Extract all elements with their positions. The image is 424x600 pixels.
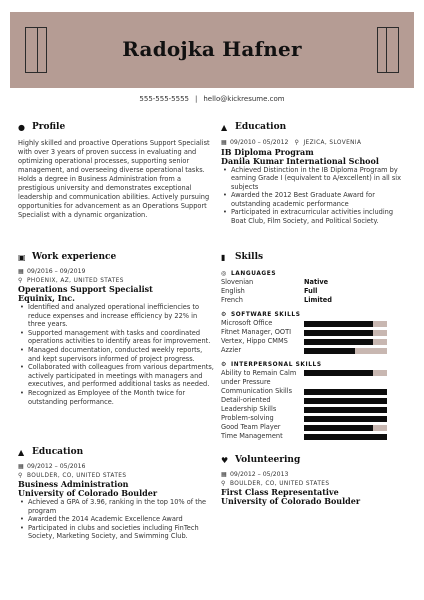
skill-level-fill bbox=[304, 330, 373, 336]
skill-level-fill bbox=[304, 416, 387, 422]
skills-section bbox=[221, 251, 407, 441]
interpersonal-skill-row bbox=[221, 387, 407, 396]
work-dates-text: 09/2016 – 09/2019 bbox=[27, 268, 86, 275]
volunteering-role: First Class Representative bbox=[221, 487, 339, 497]
work-title: Work experience bbox=[32, 252, 117, 262]
map-pin-icon: ⚲ bbox=[18, 471, 23, 479]
skill-level-bar bbox=[304, 434, 387, 440]
skill-level-fill bbox=[304, 389, 387, 395]
interpersonal-title: INTERPERSONAL SKILLS bbox=[231, 361, 322, 368]
interpersonal-skill-name: Leadership Skills bbox=[221, 405, 277, 413]
contact-line bbox=[0, 95, 424, 103]
candidate-name: Radojka Hafner bbox=[122, 37, 302, 61]
education-right-dates-text: 09/2010 – 05/2012 bbox=[230, 139, 289, 146]
interpersonal-skill-row bbox=[221, 369, 407, 387]
education-right-program: IB Diploma Program bbox=[221, 146, 314, 157]
education-right-item bbox=[221, 139, 407, 226]
profile-heading bbox=[18, 121, 214, 133]
work-location-text: PHOENIX, AZ, UNITED STATES bbox=[27, 277, 124, 284]
skill-level-fill bbox=[304, 398, 387, 404]
header-banner bbox=[10, 12, 414, 88]
languages-title: LANGUAGES bbox=[231, 270, 277, 277]
skill-level-bar bbox=[304, 348, 387, 354]
interpersonal-skill-row bbox=[221, 432, 407, 441]
heart-icon: ♥ bbox=[221, 455, 229, 465]
profile-section bbox=[18, 121, 214, 220]
work-dates bbox=[18, 268, 214, 277]
work-bullet: • Managed documentation, conducted weekly reports, and kept supervisors informed of project progress. bbox=[18, 346, 214, 363]
briefcase-icon: ▣ bbox=[18, 252, 26, 262]
calendar-icon: ▦ bbox=[221, 139, 227, 146]
education-left-bullet: • Participated in clubs and societies including FinTech Society, Marketing Society, and Swimming Club. bbox=[18, 524, 214, 541]
software-skill-name: Azzier bbox=[221, 346, 242, 354]
education-right-section bbox=[221, 121, 407, 226]
education-left-bullet: • Achieved a GPA of 3.96, ranking in the top 10% of the program bbox=[18, 498, 214, 515]
interpersonal-skill-name: Detail-oriented bbox=[221, 396, 271, 404]
work-bullet: • Supported management with tasks and coordinated operations activities to identify areas for improvement. bbox=[18, 329, 214, 346]
interpersonal-skill-name: Ability to Remain Calm under Pressure bbox=[221, 369, 297, 386]
education-left-school: University of Colorado Boulder bbox=[18, 488, 158, 498]
education-left-degree: Business Administration bbox=[18, 479, 129, 489]
software-title: SOFTWARE SKILLS bbox=[231, 311, 301, 318]
education-left-item bbox=[18, 463, 214, 541]
skill-level-bar bbox=[304, 407, 387, 413]
map-pin-icon: ⚲ bbox=[221, 479, 226, 487]
education-left-dates-text: 09/2012 – 05/2016 bbox=[27, 463, 86, 470]
skill-level-fill bbox=[304, 370, 373, 376]
language-level: Limited bbox=[304, 296, 332, 304]
education-left-bullet: • Awarded the 2014 Academic Excellence Award bbox=[18, 515, 214, 524]
gear-icon: ⚙ bbox=[221, 361, 227, 368]
language-level: Full bbox=[304, 287, 318, 295]
work-item bbox=[18, 268, 214, 406]
calendar-icon: ▦ bbox=[221, 471, 227, 478]
person-icon: ● bbox=[18, 122, 25, 132]
education-right-title: Education bbox=[235, 122, 287, 132]
work-bullet: • Identified and analyzed operational inefficiencies to reduce expenses and increase efficiency by 22% in three years. bbox=[18, 303, 214, 329]
calendar-icon: ▦ bbox=[18, 463, 24, 470]
skill-level-fill bbox=[304, 348, 355, 354]
education-right-bullet: • Participated in extracurricular activities including Boat Club, Film Society, and Political Society. bbox=[221, 208, 407, 225]
education-left-dates bbox=[18, 463, 214, 472]
interpersonal-skill-name: Communication Skills bbox=[221, 387, 293, 395]
education-left-section bbox=[18, 446, 214, 541]
interpersonal-skill-row bbox=[221, 423, 407, 432]
skills-title: Skills bbox=[235, 252, 264, 262]
skills-heading bbox=[221, 251, 407, 263]
software-skill-row bbox=[221, 328, 407, 337]
map-pin-icon: ⚲ bbox=[18, 276, 23, 284]
education-left-heading bbox=[18, 446, 214, 458]
skill-level-fill bbox=[304, 434, 387, 440]
language-row bbox=[221, 296, 407, 305]
graduation-cap-icon: ▲ bbox=[18, 447, 25, 457]
contact-separator: | bbox=[195, 95, 198, 103]
work-section bbox=[18, 251, 214, 406]
software-skill-row bbox=[221, 337, 407, 346]
volunteering-location-text: BOULDER, CO, UNITED STATES bbox=[230, 480, 330, 487]
phone-text: 555-555-5555 bbox=[139, 95, 189, 103]
education-right-bullets bbox=[221, 166, 407, 226]
gear-icon: ⚙ bbox=[221, 311, 227, 318]
education-left-bullets bbox=[18, 498, 214, 541]
volunteering-dates bbox=[221, 471, 407, 480]
interpersonal-skill-row bbox=[221, 405, 407, 414]
volunteering-item bbox=[221, 471, 407, 506]
education-right-heading bbox=[221, 121, 407, 133]
interpersonal-skill-row bbox=[221, 396, 407, 405]
software-skill-name: Microsoft Office bbox=[221, 319, 273, 327]
interpersonal-skill-name: Good Team Player bbox=[221, 423, 281, 431]
volunteering-dates-text: 09/2012 – 05/2013 bbox=[230, 471, 289, 478]
volunteering-section bbox=[221, 454, 407, 506]
software-skill-row bbox=[221, 319, 407, 328]
skill-level-fill bbox=[304, 321, 373, 327]
volunteering-title: Volunteering bbox=[235, 455, 301, 465]
language-name: English bbox=[221, 287, 245, 295]
skill-level-fill bbox=[304, 425, 373, 431]
skill-level-bar bbox=[304, 398, 387, 404]
software-skill-row bbox=[221, 346, 407, 355]
volunteering-heading bbox=[221, 454, 407, 466]
skill-level-bar bbox=[304, 330, 387, 336]
interpersonal-skill-name: Time Management bbox=[221, 432, 283, 440]
work-role: Operations Support Specialist bbox=[18, 284, 153, 294]
software-skill-name: Vertex, Hippo CMMS bbox=[221, 337, 288, 345]
education-right-bullet: • Achieved Distinction in the IB Diploma Program by earning Grade I (equivalent to A/excellent) in all six subjects bbox=[221, 166, 407, 192]
languages-heading bbox=[221, 269, 407, 278]
email-link[interactable]: hello@kickresume.com bbox=[203, 95, 285, 103]
skill-level-bar bbox=[304, 416, 387, 422]
skill-level-fill bbox=[304, 339, 373, 345]
skill-level-bar bbox=[304, 425, 387, 431]
map-pin-icon: ⚲ bbox=[294, 139, 299, 146]
language-name: French bbox=[221, 296, 243, 304]
software-heading bbox=[221, 310, 407, 319]
volunteering-org: University of Colorado Boulder bbox=[221, 496, 361, 506]
skill-level-bar bbox=[304, 370, 387, 376]
globe-icon: ◎ bbox=[221, 270, 227, 277]
interpersonal-skill-row bbox=[221, 414, 407, 423]
profile-text: Highly skilled and proactive Operations Support Specialist with over 3 years of proven success in evaluating and optimizing operational processes, supporting senior management, and overseeing diverse operational tasks. Holds a degree in Business Administration from a prestigious university and demonstrates exceptional leadership and communication abilities. Actively pursuing opportunities for advancement as an Operations Support Specialist with a dynamic organization. bbox=[18, 139, 210, 219]
skill-level-bar bbox=[304, 339, 387, 345]
work-org: Equinix, Inc. bbox=[18, 293, 75, 303]
work-bullet: • Recognized as Employee of the Month twice for outstanding performance. bbox=[18, 389, 214, 406]
work-bullets bbox=[18, 303, 214, 406]
software-skill-name: Fitnet Manager, OOTI bbox=[221, 328, 292, 336]
calendar-icon: ▦ bbox=[18, 268, 24, 275]
bar-chart-icon: ▮ bbox=[221, 252, 226, 262]
interpersonal-skill-name: Problem-solving bbox=[221, 414, 274, 422]
skill-level-bar bbox=[304, 321, 387, 327]
language-row bbox=[221, 287, 407, 296]
profile-title: Profile bbox=[32, 122, 66, 132]
language-row bbox=[221, 278, 407, 287]
language-name: Slovenian bbox=[221, 278, 254, 286]
graduation-cap-icon: ▲ bbox=[221, 122, 228, 132]
skill-level-fill bbox=[304, 407, 387, 413]
education-left-location-text: BOULDER, CO, UNITED STATES bbox=[27, 472, 127, 479]
education-right-bullet: • Awarded the 2012 Best Graduate Award for outstanding academic performance bbox=[221, 191, 407, 208]
education-left-title: Education bbox=[32, 447, 84, 457]
language-level: Native bbox=[304, 278, 329, 286]
work-bullet: • Collaborated with colleagues from various departments, actively participated in meetings with managers and executives, and performed additional tasks as needed. bbox=[18, 363, 214, 389]
interpersonal-heading bbox=[221, 360, 407, 369]
education-right-location-text: JEZICA, SLOVENIA bbox=[303, 140, 362, 146]
work-heading bbox=[18, 251, 214, 263]
education-right-school: Danila Kumar International School bbox=[221, 155, 379, 166]
skill-level-bar bbox=[304, 389, 387, 395]
